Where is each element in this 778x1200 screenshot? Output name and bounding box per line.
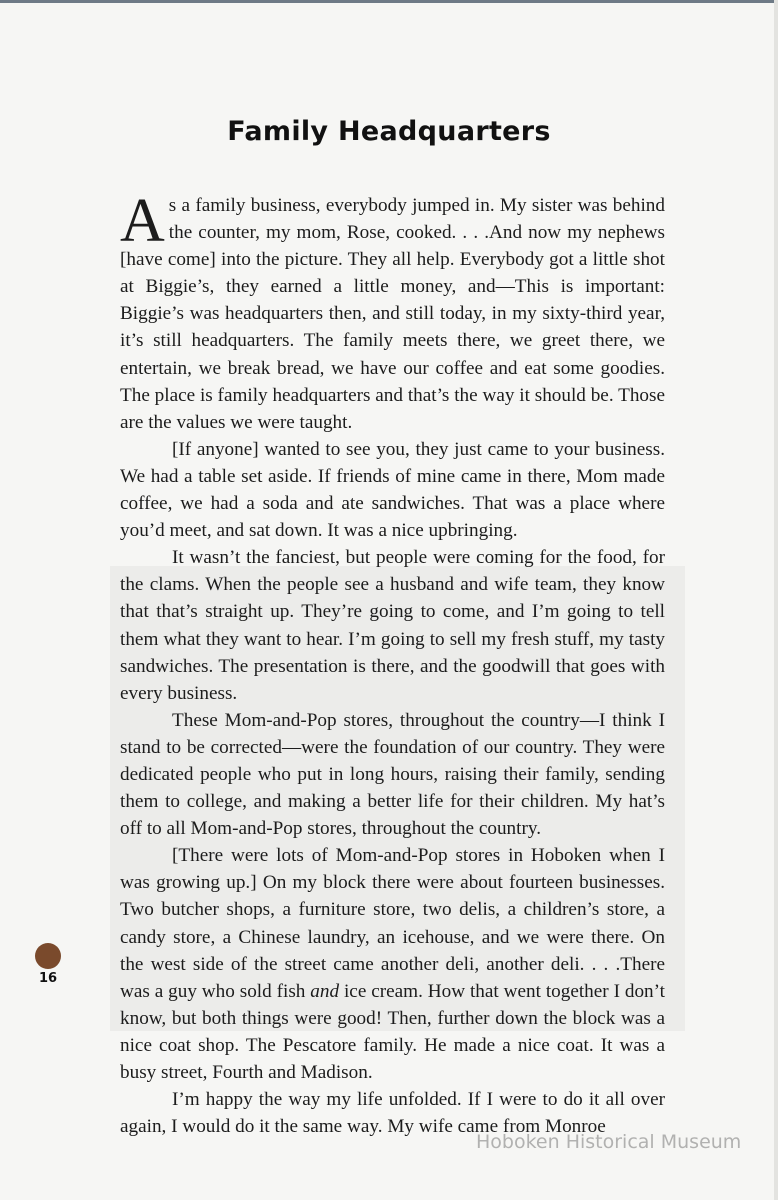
paragraph-1-text: s a family business, everybody jumped in. My sister was behind the counter, my mom, Rose, cooked. . . .And now my nephews [have come] into the picture. They all help. Everybody got a little shot at Biggie’s, they earned a little money, and—This is important: Biggie’s was headquarters then, and still today, in my sixty-third year, it’s still headquarters. The family meets there, we greet there, we entertain, we break bread, we have our coffee and eat some goodies. The place is family headquarters and that’s the way it should be. Those are the values we were taught. bbox=[120, 195, 665, 433]
paragraph-2: [If anyone] wanted to see you, they just came to your business. We had a table set aside. If friends of mine came in there, Mom made coffee, we had a soda and ate sandwiches. That was a place where you’d meet, and sat down. It was a nice upbringing. bbox=[120, 438, 665, 542]
paragraph-5 bbox=[120, 842, 665, 1086]
folio-dot bbox=[35, 943, 61, 969]
paragraph-4: These Mom-and-Pop stores, throughout the country—I think I stand to be corrected—were the foundation of our country. They were dedicated people who put in long hours, raising their family, sending them to college, and making a better life for their children. My hat’s off to all Mom-and-Pop stores, throughout the country. bbox=[120, 709, 665, 840]
watermark: Hoboken Historical Museum bbox=[476, 1131, 742, 1153]
page-right-edge bbox=[774, 0, 778, 1200]
paragraph-3: It wasn’t the fanciest, but people were coming for the food, for the clams. When the people see a husband and wife team, they know that that’s straight up. They’re going to come, and I’m going to tell them what they want to hear. I’m going to sell my fresh stuff, my tasty sandwiches. The presentation is there, and the goodwill that goes with every business. bbox=[120, 547, 665, 704]
paragraph-5-text-a: [There were lots of Mom-and-Pop stores in Hoboken when I was growing up.] On my block there were about fourteen businesses. Two butcher shops, a furniture store, two delis, a children’s store, a candy store, a Chinese laundry, an icehouse, and we were there. On the west side of the street came another deli, another deli. . . .There was a guy who sold fish bbox=[120, 845, 665, 1002]
page-number: 16 bbox=[38, 971, 58, 986]
page-top-edge bbox=[0, 0, 778, 3]
paragraph-5-italic: and bbox=[310, 980, 340, 1002]
page-title: Family Headquarters bbox=[227, 116, 551, 147]
body-text bbox=[120, 187, 666, 1140]
drop-cap: A bbox=[120, 187, 165, 255]
paragraph-1 bbox=[120, 187, 665, 436]
paragraph-6: I’m happy the way my life unfolded. If I were to do it all over again, I would do it the same way. My wife came from Monroe bbox=[120, 1089, 665, 1138]
paragraph-5-text-b: ice cream. How that went together I don’t know, but both things were good! Then, further down the block was a nice coat shop. The Pescatore family. He made a nice coat. It was a busy street, Fourth and Madison. bbox=[120, 980, 666, 1083]
